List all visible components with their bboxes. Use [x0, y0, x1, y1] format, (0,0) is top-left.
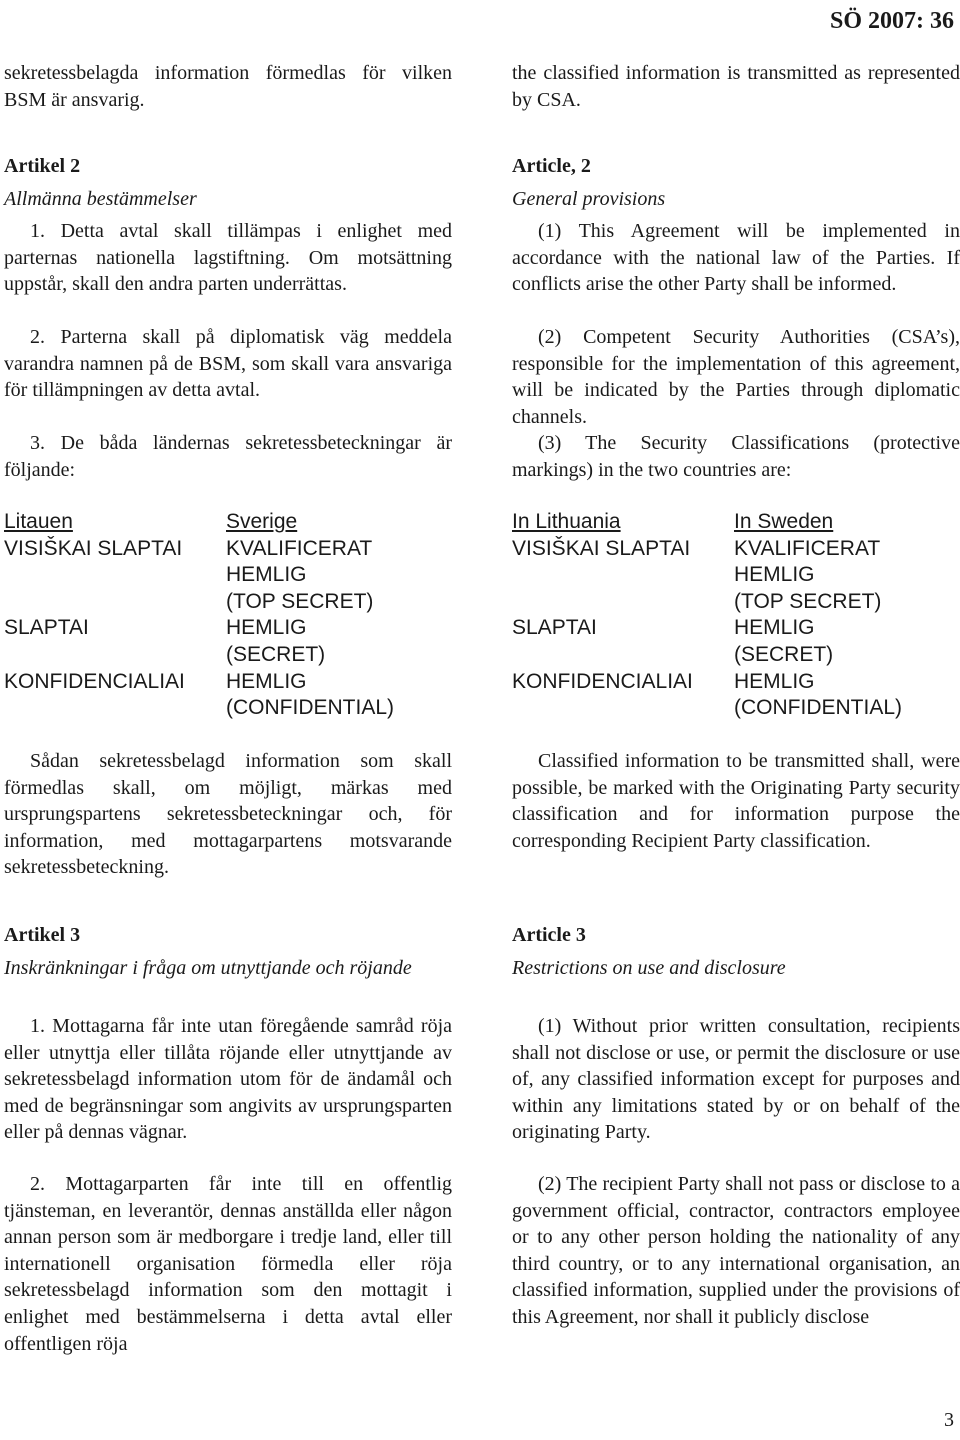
english-article2-paragraph2: (2) Competent Security Authorities (CSA’s), responsible for the implementation of this agreement, will be indicated by the Parties through diplomatic channels.: [512, 326, 960, 428]
table-header-row: [512, 509, 960, 536]
table-cell-sweden: HEMLIG: [734, 669, 815, 693]
swedish-article3-paragraph2: 2. Mottagarparten får inte till en offentlig tjänsteman, en leverantör, dennas anställda eller någon annan person som är medborgare i tredje land, eller till internationell organisation förmedla eller röja sekretessbelagd information som den mottagit i enlighet med bestämmelserna i detta avtal eller offentligen röja: [4, 1173, 452, 1355]
table-cell-sweden: HEMLIG: [226, 669, 307, 693]
table-cell-sweden: HEMLIG: [226, 616, 307, 640]
english-article2-paragraph4: Classified information to be transmitted shall, were possible, be marked with the Originating Party security classification and for information purpose the corresponding Recipient Party classification.: [512, 750, 960, 852]
column-header-lithuania: In Lithuania: [512, 510, 621, 533]
swedish-article2-paragraph1: 1. Detta avtal skall tillämpas i enlighet med parternas nationella lagstiftning. Om motsättning uppstår, skall den andra parten underrättas.: [4, 220, 452, 296]
english-article2-paragraph3: (3) The Security Classifications (protective markings) in the two countries are:: [512, 432, 960, 481]
table-cell-sweden: HEMLIG: [734, 563, 815, 587]
document-number: SÖ 2007: 36: [829, 8, 954, 34]
swedish-article2-subtitle: Allmänna bestämmelser: [4, 188, 197, 210]
table-row: [512, 536, 960, 563]
swedish-article3-title: Artikel 3: [4, 924, 81, 946]
english-article3-paragraph2: (2) The recipient Party shall not pass or disclose to a government official, contractor, contractors employee or to any other person holding the nationality of any third country, or to any international organisation, an classified information, supplied under the provisions of this Agreement, nor shall it publicly disclose: [512, 1173, 960, 1328]
swedish-article2-paragraph4: Sådan sekretessbelagd information som skall förmedlas skall, om möjligt, märkas med ursprungspartens sekretessbeteckningar och, för information, med mottagarpartens motsvarande sekretessbeteckning.: [4, 750, 452, 879]
table-cell-sweden: (TOP SECRET): [226, 589, 374, 613]
table-row: [512, 615, 960, 642]
english-intro: the classified information is transmitted as represented by CSA.: [512, 62, 960, 111]
swedish-article3-paragraph1: 1. Mottagarna får inte utan föregående samråd röja eller utnyttja eller tillåta röjande eller utnyttjande av sekretessbelagd information utom för de ändamål och med de begränsningar som angivits av ursprungsparten eller på dennas vägnar.: [4, 1015, 452, 1144]
table-cell-sweden: (CONFIDENTIAL): [226, 696, 394, 720]
swedish-article2-paragraph2: 2. Parterna skall på diplomatisk väg meddela varandra namnen på de BSM, som skall vara ansvariga för tillämpningen av detta avtal.: [4, 326, 452, 402]
swedish-article2-paragraph3: 3. De båda ländernas sekretessbeteckningar är följande:: [4, 432, 452, 481]
table-row: [512, 642, 960, 669]
table-cell-sweden: (TOP SECRET): [734, 589, 882, 613]
table-cell-lithuania: VISIŠKAI SLAPTAI: [4, 536, 183, 560]
table-row: [4, 642, 452, 669]
table-cell-sweden: HEMLIG: [734, 616, 815, 640]
english-article2-paragraph1: (1) This Agreement will be implemented in accordance with the national law of the Parties. If conflicts arise the other Party shall be informed.: [512, 220, 960, 296]
table-cell-sweden: (CONFIDENTIAL): [734, 696, 902, 720]
english-article3-title: Article 3: [512, 924, 586, 946]
english-article3-subtitle: Restrictions on use and disclosure: [512, 957, 786, 979]
column-header-sweden: In Sweden: [734, 510, 834, 533]
table-cell-sweden: HEMLIG: [226, 563, 307, 587]
table-row: [4, 562, 452, 589]
table-cell-lithuania: KONFIDENCIALIAI: [512, 669, 693, 693]
table-cell-lithuania: VISIŠKAI SLAPTAI: [512, 536, 691, 560]
swedish-article3-subtitle: Inskränkningar i fråga om utnyttjande och röjande: [4, 957, 412, 979]
english-article3-paragraph1: (1) Without prior written consultation, recipients shall not disclose or use, or permit the disclosure or use of, any classified information except for purposes and within any limitations stated by or on behalf of the originating Party.: [512, 1015, 960, 1144]
table-row: [512, 669, 960, 696]
page-number: 3: [944, 1409, 954, 1432]
column-header-sweden: Sverige: [226, 510, 298, 533]
table-cell-sweden: KVALIFICERAT: [226, 536, 373, 560]
english-classification-table: [512, 509, 960, 722]
table-cell-lithuania: KONFIDENCIALIAI: [4, 669, 185, 693]
table-row: [4, 695, 452, 722]
table-row: [4, 615, 452, 642]
table-row: [4, 536, 452, 563]
table-cell-sweden: KVALIFICERAT: [734, 536, 881, 560]
table-row: [512, 562, 960, 589]
table-row: [512, 695, 960, 722]
table-row: [512, 589, 960, 616]
swedish-intro: sekretessbelagda information förmedlas för vilken BSM är ansvarig.: [4, 62, 452, 111]
english-article2-subtitle: General provisions: [512, 188, 666, 210]
english-article2-title: Article, 2: [512, 155, 591, 177]
table-row: [4, 669, 452, 696]
table-cell-lithuania: SLAPTAI: [512, 616, 597, 640]
swedish-classification-table: [4, 509, 452, 722]
swedish-article2-title: Artikel 2: [4, 155, 81, 177]
column-header-lithuania: Litauen: [4, 510, 73, 533]
table-cell-sweden: (SECRET): [734, 642, 834, 666]
table-header-row: [4, 509, 452, 536]
table-row: [4, 589, 452, 616]
table-cell-sweden: (SECRET): [226, 642, 326, 666]
table-cell-lithuania: SLAPTAI: [4, 616, 89, 640]
